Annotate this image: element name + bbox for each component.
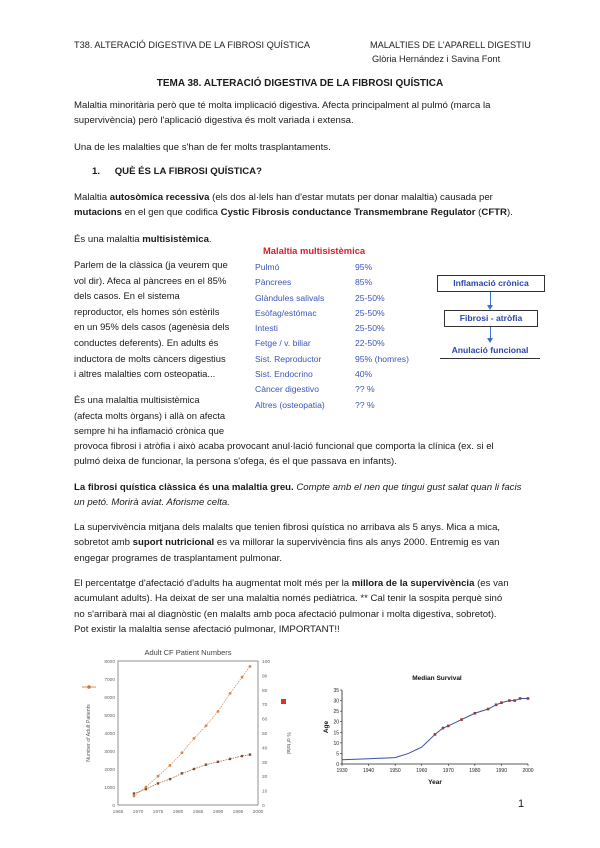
table-row: [255, 291, 430, 306]
data-point-patients: [205, 724, 208, 727]
x-tick-label: 1960: [416, 768, 428, 774]
x-tick-label: 1980: [469, 768, 481, 774]
data-point-patients: [193, 737, 196, 740]
section-heading-text: QUÈ ÉS LA FIBROSI QUÍSTICA?: [114, 166, 262, 177]
paragraph-survival: [74, 520, 530, 566]
text-run-italic: un petó. Morirà aviat. Aforisme celta.: [74, 497, 230, 509]
table-row: [255, 306, 430, 321]
left-column-paragraph-2: [74, 392, 240, 439]
data-point-survival: [495, 704, 498, 707]
table-cell-organ: Fetge / v. biliar: [255, 338, 311, 349]
data-point-percent: [241, 755, 243, 757]
x-tick-label: 1985: [192, 810, 204, 815]
data-point-patients: [229, 692, 232, 695]
flow-box-fibrosis: Fibrosi - atròfia: [444, 310, 538, 327]
adult-cf-chart: [80, 645, 300, 821]
y2-tick-label: 70: [262, 703, 268, 709]
table-cell-organ: Intesti: [255, 323, 278, 334]
data-point-percent: [193, 768, 195, 770]
left-column-line: reproductor, els homes són estèrils: [74, 305, 220, 317]
left-column-line: És una malaltia multisistèmica: [74, 394, 200, 405]
intro-line-1: Malaltia minoritària però que té molta implicació digestiva. Afecta principalment al pulmó (marca la: [74, 100, 491, 111]
text-line: acumulant adults). Ha deixat de ser una malaltia només pediàtrica. ** Cal tenir la sospita perquè sinó: [74, 593, 503, 605]
data-point-patients: [181, 751, 184, 754]
table-row: [255, 260, 430, 275]
series-line-survival: [342, 698, 528, 759]
left-column-line: i altres malalties com osteopatia...: [74, 368, 216, 380]
text-run-bold: multisistèmica: [142, 234, 209, 245]
table-cell-organ: Càncer digestivo: [255, 384, 320, 395]
y-tick-label: 0: [336, 762, 339, 768]
table-cell-value: 25-50%: [355, 292, 385, 303]
data-point-percent: [181, 772, 183, 774]
y2-tick-label: 80: [262, 688, 268, 694]
x-tick-label: 2000: [252, 810, 264, 815]
legend-marker: [281, 699, 286, 704]
left-column-paragraph: [74, 257, 240, 382]
flow-arrow-1: [490, 292, 491, 306]
data-point-survival: [487, 708, 490, 711]
y-axis-label: Age: [323, 720, 330, 734]
y2-tick-label: 10: [262, 789, 268, 795]
data-point-patients: [241, 676, 244, 679]
y2-tick-label: 60: [262, 717, 268, 723]
header-right-line2: Glòria Hernández i Savina Font: [372, 54, 501, 64]
text-run: sobretot amb: [74, 537, 133, 549]
text-run: (es van: [474, 578, 509, 589]
data-point-survival: [508, 699, 511, 702]
x-tick-label: 1970: [132, 810, 144, 815]
header-left: T38. ALTERACIÓ DIGESTIVA DE LA FIBROSI QUÍSTICA: [74, 40, 311, 50]
text-run-bold: millora de la supervivència: [351, 578, 475, 589]
plot-area: [118, 661, 258, 805]
table-cell-value: 22-50%: [355, 338, 385, 349]
x-axis-label: Year: [428, 779, 442, 786]
x-tick-label: 2000: [522, 768, 534, 774]
text-line: no s'arribarà mai al diagnòstic (en malalts amb poca afectació pulmonar i molta digestiva, sobretot).: [74, 608, 497, 620]
text-run: ).: [506, 207, 513, 219]
y-tick-label: 10: [333, 740, 339, 747]
text-run: es va millorar la supervivència fins als anys 2000. Entremig es van: [214, 537, 500, 549]
table-row: [255, 367, 430, 382]
x-tick-label: 1995: [232, 810, 244, 815]
y-tick-label: 5000: [104, 714, 115, 719]
flow-box-annulment: Anulació funcional: [440, 343, 540, 359]
data-point-survival: [474, 712, 477, 715]
left-column-line: conductes deferents). En adults és: [74, 336, 219, 348]
data-point-percent: [217, 761, 219, 763]
data-point-survival: [460, 718, 463, 721]
legend-point: [87, 685, 91, 689]
x-tick-label: 1980: [172, 810, 184, 815]
data-point-percent: [229, 758, 231, 760]
table-title: Malaltia multisistèmica: [263, 245, 366, 256]
data-point-patients: [249, 665, 252, 668]
text-run: Malaltia: [74, 192, 110, 203]
y-tick-label: 7000: [104, 678, 115, 683]
table-row: [255, 336, 430, 351]
data-point-percent: [133, 792, 135, 794]
x-tick-label: 1950: [389, 768, 401, 774]
table-row: [255, 352, 430, 367]
text-run-bold: Cystic Fibrosis conductance Transmembrane Regulator: [220, 207, 476, 219]
text-run: És una malaltia: [74, 234, 143, 245]
y2-axis-label: % of total: [285, 732, 291, 754]
left-column-line: sempre hi ha inflamació crònica que: [74, 425, 225, 437]
table-cell-organ: Pulmó: [255, 262, 280, 272]
data-point-survival: [513, 699, 516, 702]
text-run: en el gen que codifica: [121, 207, 221, 219]
data-point-survival: [434, 733, 437, 736]
x-tick-label: 1940: [363, 768, 375, 774]
table-row: [255, 382, 430, 397]
x-tick-label: 1930: [336, 768, 348, 774]
text-line: La supervivència mitjana dels malalts que tenien fibrosi quística no arribava als 5 anys. Mica a mica,: [74, 522, 501, 533]
table-cell-value: 85%: [355, 277, 373, 288]
y-tick-label: 25: [333, 709, 339, 716]
flow-arrow-2: [490, 327, 491, 339]
text-run: (: [475, 207, 482, 219]
paragraph-provoca: [74, 439, 530, 470]
x-tick-label: 1965: [112, 810, 124, 815]
y-tick-label: 3000: [104, 750, 115, 755]
left-column-line: en un 95% dels casos (agenèsia dels: [74, 321, 230, 333]
data-point-survival: [527, 697, 530, 700]
text-line: engegar programes de trasplantament pulmonar.: [74, 552, 282, 564]
table-cell-organ: Esòfag/estómac: [255, 307, 317, 318]
intro-line-2: supervivència) però l'aplicació digestiva és molt variada i extensa.: [74, 115, 354, 127]
y-tick-label: 5: [336, 751, 339, 758]
y2-tick-label: 30: [262, 760, 268, 766]
table-cell-organ: Sist. Reproductor: [255, 353, 322, 364]
text-run-bold: CFTR: [481, 207, 507, 219]
data-point-patients: [133, 795, 136, 798]
left-column-line: dels casos. En el sistema: [74, 290, 180, 302]
y-tick-label: 6000: [104, 696, 115, 701]
x-tick-label: 1975: [152, 810, 164, 815]
left-column-line: (afecta molts òrgans) i allà on afecta: [74, 409, 226, 421]
intro-paragraph: [74, 98, 530, 129]
data-point-patients: [157, 775, 160, 778]
table-cell-value: 95%: [355, 262, 373, 272]
text-run-bold: suport nutricional: [132, 537, 215, 549]
table-cell-organ: Sist. Endocrino: [255, 369, 313, 380]
section-1-heading: [92, 164, 262, 179]
data-point-percent: [145, 788, 147, 790]
y-tick-label: 0: [112, 804, 115, 809]
y-tick-label: 20: [333, 719, 339, 726]
table-row: [255, 398, 430, 413]
y-axis-label: Number of Adult Patients: [86, 704, 92, 762]
x-tick-label: 1990: [495, 768, 507, 774]
left-column-line: vol dir). Afeca al pàncrees en el 85%: [74, 274, 227, 286]
intro-line-3: Una de les malalties que s'han de fer molts trasplantaments.: [74, 142, 331, 153]
page-number: 1: [518, 798, 525, 810]
text-run-italic: Compte amb el nen que tingui gust salat quan li facis: [293, 482, 522, 493]
data-point-survival: [447, 725, 450, 728]
text-run-bold: La fibrosi quística clàssica és una malaltia greu.: [74, 482, 294, 493]
table-cell-organ: Glàndules salivals: [255, 292, 325, 303]
paragraph-adults: [74, 576, 530, 638]
x-tick-label: 1990: [212, 810, 224, 815]
flow-box-inflammation: Inflamació crònica: [437, 275, 545, 292]
text-run: (els dos al·lels han d'estar mutats per donar malaltia) causada per: [209, 192, 493, 203]
y-tick-label: 35: [333, 688, 339, 694]
y-tick-label: 4000: [104, 732, 115, 737]
table-cell-value: 25-50%: [355, 323, 385, 334]
table-cell-value: ?? %: [355, 399, 375, 410]
y-tick-label: 30: [333, 698, 339, 705]
text-line: pulmó deixa de funcionar, la persona s'ofega, és el que passava en infants).: [74, 456, 397, 468]
text-line: Pot existir la malaltia sense afectació pulmonar, IMPORTANT!!: [74, 624, 340, 636]
text-run: .: [208, 234, 212, 245]
y-tick-label: 2000: [104, 768, 115, 773]
data-point-survival: [500, 701, 503, 704]
y-tick-label: 15: [333, 730, 339, 737]
table-cell-value: 95% (homres): [355, 353, 409, 364]
table-row: [255, 321, 430, 336]
y2-tick-label: 90: [262, 674, 268, 680]
data-point-percent: [169, 778, 171, 780]
median-survival-chart: [322, 668, 534, 796]
data-point-survival: [519, 697, 522, 700]
data-point-survival: [442, 727, 445, 730]
data-point-percent: [249, 753, 251, 755]
multisystem-line: [74, 232, 212, 247]
text-run-bold: mutacions: [74, 207, 122, 219]
data-point-patients: [217, 710, 220, 713]
page-title: TEMA 38. ALTERACIÓ DIGESTIVA DE LA FIBROSI QUÍSTICA: [156, 78, 444, 89]
y2-tick-label: 0: [262, 804, 265, 809]
text-line: provoca fibrosi i atròfia i això acaba provocant anul·lació funcional que comporta la clínica (ex. si el: [74, 441, 494, 452]
y2-tick-label: 50: [262, 732, 268, 737]
table-cell-organ: Pàncrees: [255, 277, 292, 288]
section-number: 1.: [92, 166, 101, 177]
table-cell-organ: Altres (osteopatia): [255, 399, 325, 410]
table-cell-value: 25-50%: [355, 307, 385, 318]
left-column-line: Parlem de la clàssica (ja veurem que: [74, 259, 228, 270]
table-cell-value: ?? %: [355, 384, 375, 395]
data-point-percent: [205, 763, 207, 765]
multisystem-table: [255, 245, 430, 413]
data-point-patients: [169, 764, 172, 767]
section-1-paragraph: [74, 190, 530, 221]
y2-tick-label: 40: [262, 746, 268, 752]
header-right-line1: MALALTIES DE L'APARELL DIGESTIU: [370, 40, 531, 50]
paragraph-greu: [74, 480, 530, 511]
chart-title: Median Survival: [412, 675, 462, 682]
data-point-percent: [157, 782, 159, 784]
table-cell-value: 40%: [355, 369, 373, 380]
text-run: El percentatge d'afectació d'adults ha augmentat molt més per la: [74, 578, 352, 589]
y2-tick-label: 20: [262, 775, 268, 781]
y-tick-label: 1000: [104, 786, 115, 791]
table-row: [255, 275, 430, 290]
text-run-bold: autosòmica recessiva: [109, 192, 210, 203]
chart-title: Adult CF Patient Numbers: [144, 648, 232, 657]
y2-tick-label: 100: [262, 660, 271, 665]
x-tick-label: 1970: [442, 768, 454, 774]
y-tick-label: 8000: [104, 660, 115, 665]
left-column-line: inductora de molts càncers digestius: [74, 352, 226, 364]
